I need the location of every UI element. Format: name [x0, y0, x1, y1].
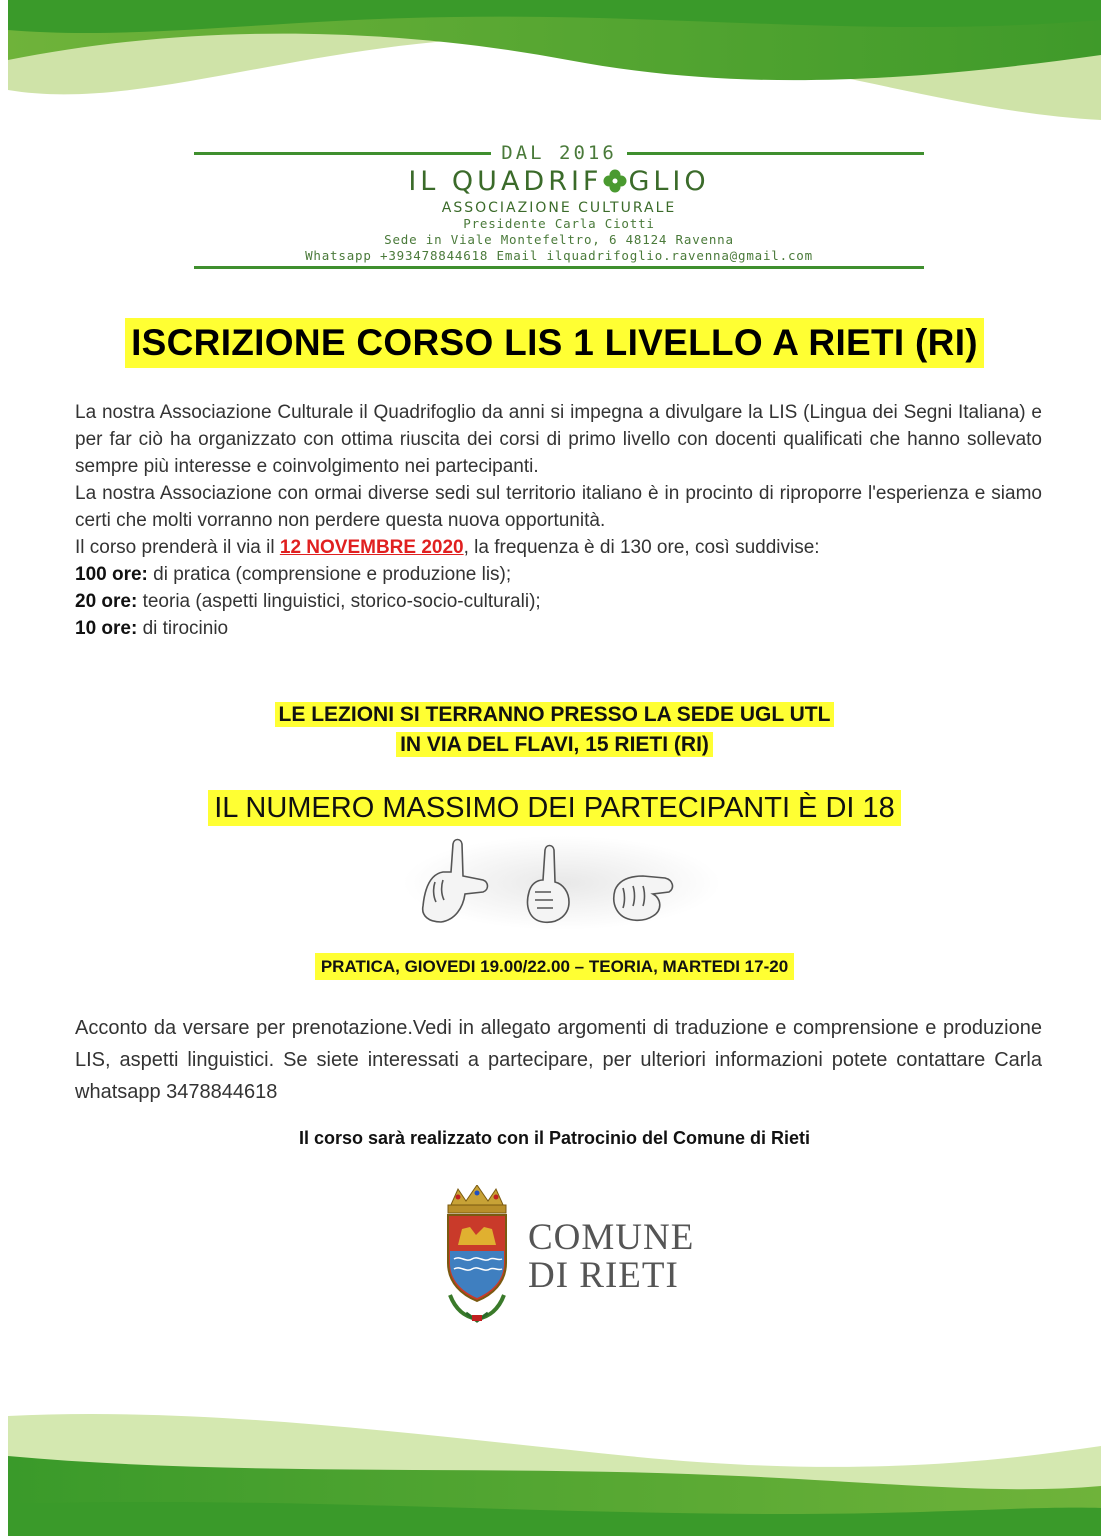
- hours-item: [75, 615, 1042, 642]
- hours-text: di tirocinio: [137, 618, 229, 639]
- association-header: [194, 142, 924, 269]
- hours-label: 10 ore:: [75, 618, 138, 639]
- schedule-block: [8, 957, 1101, 977]
- hours-item: [75, 588, 1042, 615]
- address-line: Sede in Viale Montefeltro, 6 48124 Ravenna: [384, 232, 734, 247]
- venue-line-1: LE LEZIONI SI TERRANNO PRESSO LA SEDE UGL UTL: [275, 702, 835, 727]
- top-green-wave: [8, 0, 1101, 140]
- flyer-page: [8, 0, 1101, 1536]
- start-date: 12 NOVEMBRE 2020: [279, 537, 464, 558]
- since-label: DAL 2016: [501, 142, 617, 164]
- intro-text: [75, 399, 1042, 642]
- title-wrap: [8, 318, 1101, 368]
- header-rule-right: [627, 152, 924, 155]
- president-line: Presidente Carla Ciotti: [463, 216, 655, 231]
- lis-hands-image: [403, 836, 721, 930]
- association-subtitle: ASSOCIAZIONE CULTURALE: [441, 200, 677, 216]
- rieti-crest-icon: [436, 1185, 518, 1325]
- clover-icon: [602, 168, 628, 194]
- hours-text: teoria (aspetti linguistici, storico-socio-culturali);: [137, 591, 541, 612]
- brand-name-right: GLIO: [628, 166, 710, 197]
- comune-name: [528, 1219, 694, 1295]
- hours-label: 100 ore:: [75, 564, 148, 585]
- hours-label: 20 ore:: [75, 591, 138, 612]
- hours-text: di pratica (comprensione e produzione lis);: [147, 564, 512, 585]
- patronage-note: Il corso sarà realizzato con il Patrocinio del Comune di Rieti: [298, 1128, 811, 1148]
- bottom-green-wave: [8, 1396, 1101, 1536]
- deposit-info: Acconto da versare per prenotazione.Vedi in allegato argomenti di traduzione e comprensione e produzione LIS, aspetti linguistici. Se siete interessati a partecipare, per ulteriori informazioni potete contattare Carla whatsapp 3478844618: [75, 1017, 1042, 1103]
- intro-paragraph-2: La nostra Associazione con ormai diverse sedi sul territorio italiano è in procinto di riproporre l'esperienza e siamo certi che molti vorranno non perdere questa nuova opportunità.: [75, 483, 1042, 531]
- venue-block: [8, 700, 1101, 760]
- contacts-line: Whatsapp +393478844618 Email ilquadrifoglio.ravenna@gmail.com: [305, 248, 813, 263]
- max-participants-block: [8, 792, 1101, 825]
- brand-name: [194, 166, 924, 198]
- comune-name-line-2: DI RIETI: [528, 1255, 679, 1296]
- page-title: ISCRIZIONE CORSO LIS 1 LIVELLO A RIETI (RI): [125, 318, 984, 368]
- comune-di-rieti-logo: [436, 1185, 706, 1325]
- max-participants: IL NUMERO MASSIMO DEI PARTECIPANTI È DI 18: [208, 790, 901, 826]
- hours-item: [75, 561, 1042, 588]
- header-rule-bottom: [194, 266, 924, 269]
- intro-paragraph-1: La nostra Associazione Culturale il Quadrifoglio da anni si impegna a divulgare la LIS (Lingua dei Segni Italiana) e per far ciò ha organizzato con ottima riuscita dei corsi di primo livello con docenti qualificati che hanno sollevato sempre più interesse e coinvolgimento nei partecipanti.: [75, 402, 1042, 477]
- comune-name-line-1: COMUNE: [528, 1217, 695, 1258]
- course-start-suffix: , la frequenza è di 130 ore, così suddivise:: [463, 537, 820, 558]
- course-start-prefix: Il corso prenderà il via il: [75, 537, 280, 558]
- venue-line-2: IN VIA DEL FLAVI, 15 RIETI (RI): [396, 732, 713, 757]
- schedule: PRATICA, GIOVEDI 19.00/22.00 – TEORIA, MARTEDI 17-20: [315, 953, 794, 980]
- brand-name-left: IL QUADRIF: [408, 166, 603, 197]
- course-start-line: [75, 534, 1042, 561]
- header-rule-left: [194, 152, 491, 155]
